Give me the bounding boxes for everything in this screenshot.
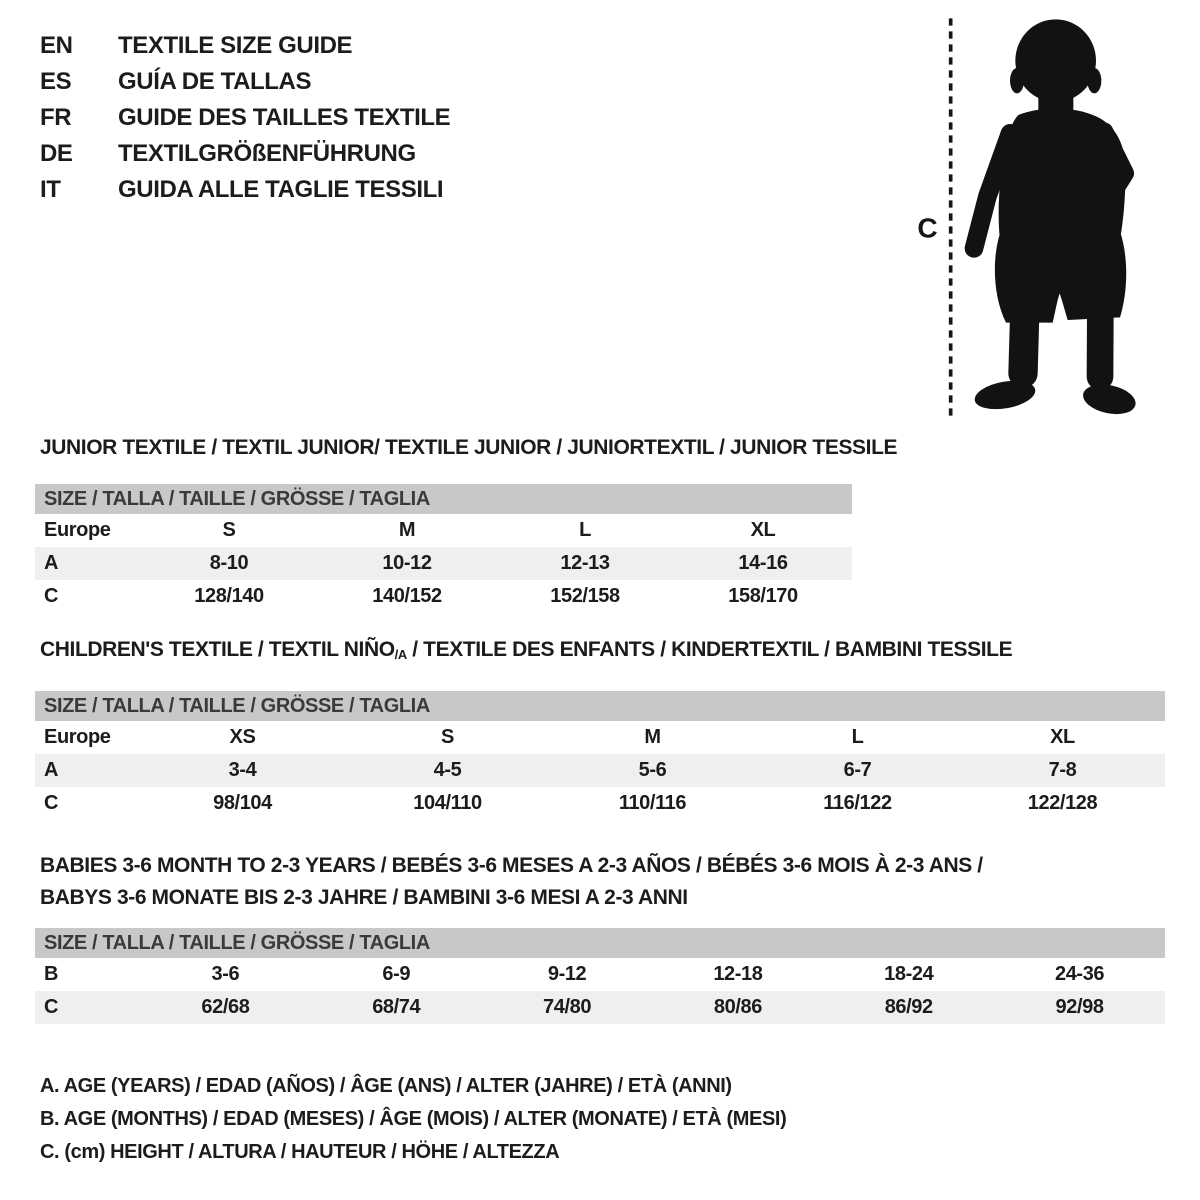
language-code-it: IT [40, 176, 61, 203]
language-code-fr: FR [40, 104, 72, 131]
guide-title-es: GUÍA DE TALLAS [118, 68, 312, 95]
babies-section-title [40, 850, 983, 914]
table-cell: 9-12 [547, 963, 587, 985]
language-code-de: DE [40, 140, 73, 167]
table-cell: M [644, 726, 661, 748]
table-cell: 6-7 [843, 759, 872, 781]
guide-title-en: TEXTILE SIZE GUIDE [118, 32, 353, 59]
table-row-age-years [35, 754, 1165, 787]
table-cell: XL [1050, 726, 1075, 748]
table-cell: 62/68 [201, 996, 250, 1018]
table-cell: 3-6 [211, 963, 240, 985]
guide-title-de: TEXTILGRÖßENFÜHRUNG [118, 140, 416, 167]
babies-size-table [35, 928, 1165, 1024]
legend-line-age-years: A. AGE (YEARS) / EDAD (AÑOS) / ÂGE (ANS) / ALTER (JAHRE) / ETÀ (ANNI) [40, 1075, 732, 1097]
table-row-europe [35, 514, 852, 547]
table-cell: 10-12 [382, 552, 432, 574]
table-row-age-years [35, 547, 852, 580]
toddler-silhouette [972, 19, 1138, 418]
table-cell: L [579, 519, 591, 541]
table-cell: 152/158 [550, 585, 620, 607]
table-cell: S [441, 726, 454, 748]
table-cell: 158/170 [728, 585, 798, 607]
legend-line-age-months: B. AGE (MONTHS) / EDAD (MESES) / ÂGE (MOIS) / ALTER (MONATE) / ETÀ (MESI) [40, 1108, 787, 1130]
row-label: B [44, 963, 59, 985]
table-cell: 6-9 [382, 963, 411, 985]
table-cell: 3-4 [228, 759, 257, 781]
row-label: A [44, 759, 59, 781]
table-cell: 8-10 [209, 552, 249, 574]
language-code-es: ES [40, 68, 72, 95]
row-label: C [44, 996, 59, 1018]
table-row-height-cm [35, 580, 852, 613]
junior-size-header-bar: SIZE / TALLA / TAILLE / GRÖSSE / TAGLIA [35, 484, 852, 514]
table-cell: 140/152 [372, 585, 442, 607]
table-cell: 4-5 [433, 759, 462, 781]
junior-section-title: JUNIOR TEXTILE / TEXTIL JUNIOR/ TEXTILE JUNIOR / JUNIORTEXTIL / JUNIOR TESSILE [40, 436, 898, 459]
language-row-en [40, 28, 450, 64]
row-label: A [44, 552, 59, 574]
row-label: Europe [44, 519, 111, 541]
junior-size-table [35, 484, 852, 613]
table-row-age-months [35, 958, 1165, 991]
language-code-en: EN [40, 32, 73, 59]
children-title-part1: CHILDREN'S TEXTILE / TEXTIL NIÑO [40, 638, 395, 661]
legend-line-height: C. (cm) HEIGHT / ALTURA / HAUTEUR / HÖHE / ALTEZZA [40, 1141, 560, 1163]
children-section-title [40, 638, 1012, 664]
table-cell: 104/110 [413, 792, 482, 814]
table-cell: 128/140 [194, 585, 264, 607]
table-cell: 98/104 [213, 792, 272, 814]
table-row-europe [35, 721, 1165, 754]
height-label-c: C [917, 212, 938, 244]
table-row-height-cm [35, 991, 1165, 1024]
row-label: C [44, 792, 59, 814]
row-label: C [44, 585, 59, 607]
table-cell: 7-8 [1048, 759, 1077, 781]
babies-size-header-bar: SIZE / TALLA / TAILLE / GRÖSSE / TAGLIA [35, 928, 1165, 958]
children-title-subscript: /A [394, 647, 407, 662]
children-title-part2: / TEXTILE DES ENFANTS / KINDERTEXTIL / BAMBINI TESSILE [406, 638, 1013, 661]
children-size-table [35, 691, 1165, 820]
table-row-height-cm [35, 787, 1165, 820]
language-row-de [40, 136, 450, 172]
children-size-header-bar: SIZE / TALLA / TAILLE / GRÖSSE / TAGLIA [35, 691, 1165, 721]
table-cell: 18-24 [884, 963, 934, 985]
table-cell: 68/74 [372, 996, 421, 1018]
table-cell: XL [750, 519, 776, 541]
babies-title-line1: BABIES 3-6 MONTH TO 2-3 YEARS / BEBÉS 3-6 MESES A 2-3 AÑOS / BÉBÉS 3-6 MOIS À 2-3 ANS / [40, 854, 983, 877]
table-cell: 116/122 [823, 792, 892, 814]
guide-title-it: GUIDA ALLE TAGLIE TESSILI [118, 176, 444, 203]
row-label: Europe [44, 726, 111, 748]
language-row-fr [40, 100, 450, 136]
table-cell: 92/98 [1055, 996, 1104, 1018]
babies-title-line2: BABYS 3-6 MONATE BIS 2-3 JAHRE / BAMBINI 3-6 MESI A 2-3 ANNI [40, 886, 688, 909]
table-cell: S [222, 519, 236, 541]
table-cell: 12-18 [713, 963, 763, 985]
table-cell: M [398, 519, 416, 541]
table-cell: 80/86 [713, 996, 762, 1018]
table-cell: 86/92 [884, 996, 933, 1018]
language-title-list [40, 28, 450, 208]
legend [40, 1070, 786, 1169]
table-cell: 74/80 [543, 996, 592, 1018]
table-cell: 5-6 [638, 759, 667, 781]
table-cell: 110/116 [618, 792, 687, 814]
table-cell: XS [229, 726, 256, 748]
table-cell: 24-36 [1054, 963, 1105, 985]
table-cell: 14-16 [738, 552, 788, 574]
language-row-es [40, 64, 450, 100]
guide-title-fr: GUIDE DES TAILLES TEXTILE [118, 104, 451, 131]
table-cell: 122/128 [1027, 792, 1098, 814]
table-cell: L [851, 726, 864, 748]
toddler-figure-illustration [900, 0, 1200, 430]
language-row-it [40, 172, 450, 208]
table-cell: 12-13 [560, 552, 610, 574]
